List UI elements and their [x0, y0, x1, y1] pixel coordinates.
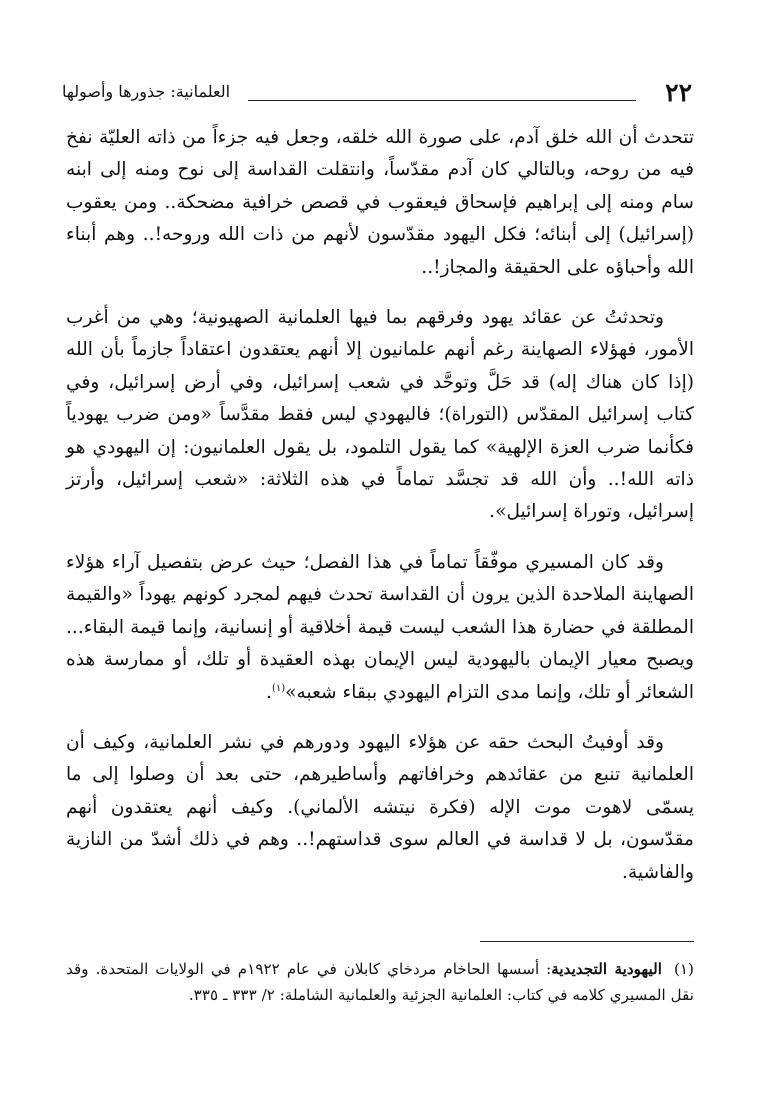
running-title: العلمانية: جذورها وأصولها	[62, 82, 231, 101]
paragraph-3: وقد كان المسيري موفّقاً تماماً في هذا الفصل؛ حيث عرض بتفصيل آراء هؤلاء الصهاينة الملاحدة الذين يرون أن القداسة تحدث فيهم لمجرد كونهم يهوداً «والقيمة المطلقة في حضارة هذا الشعب ليست قيمة أخلاقية أو إنسانية، وإنما قيمة البقاء... ويصبح معيار الإيمان باليهودية ليس الإيمان بهذه العقيدة أو تلك، أو ممارسة هذه الشعائر أو تلك، وإنما مدى التزام اليهودي ببقاء شعبه»$^{(١)}$.	[66, 551, 694, 703]
page-header	[62, 72, 692, 116]
paragraph-2: وتحدثتُ عن عقائد يهود وفرقهم بما فيها العلمانية الصهيونية؛ وهي من أغرب الأمور، فهؤلاء الصهاينة رغم أنهم علمانيون إلا أنهم يعتقدون اعتقاداً جازماً بأن الله (إذا كان هناك إله) قد حَلَّ وتوحَّد في شعب إسرائيل، وفي أرض إسرائيل، وفي كتاب إسرائيل المقدّس (التوراة)؛ فاليهودي ليس فقط مقدَّساً «ومن ضرب يهودياً فكأنما ضرب العزة الإلهية» كما يقول التلمود، بل يقول العلمانيون: إن اليهودي هو ذاته الله!.. وأن الله قد تجسَّد تماماً في هذه الثلاثة: «شعب إسرائيل، وأرتز إسرائيل، وتوراة إسرائيل».	[66, 307, 694, 523]
paragraph-4: وقد أوفيتُ البحث حقه عن هؤلاء اليهود ودورهم في نشر العلمانية، وكيف أن العلمانية تنبع من عقائدهم وخرافاتهم وأساطيرهم، حتى بعد أن وصلوا إلى ما يسمّى لاهوت موت الإله (فكرة نيتشه الألماني). وكيف أنهم يعتقدون أنهم مقدّسون، بل لا قداسة في العالم سوى قداستهم!.. وهم في ذلك أشدّ من النازية والفاشية.	[66, 731, 694, 883]
paragraph-1: تتحدث أن الله خلق آدم، على صورة الله خلقه، وجعل فيه جزءاً من ذاته العليّة نفخ فيه من روحه، وبالتالي كان آدم مقدّساً، وانتقلت القداسة إلى نوح ومنه إلى ابنه سام ومنه إلى إبراهيم فإسحاق فيعقوب في قصص خرافية مضحكة.. ومن يعقوب (إسرائيل) إلى أبنائه؛ فكل اليهود مقدّسون لأنهم من ذات الله وروحه!.. وهم أبناء الله وأحباؤه على الحقيقة والمجاز!..	[66, 127, 695, 278]
header-rule	[248, 100, 636, 101]
page-number: ٢٢	[665, 78, 692, 107]
footnote-reference: (١)	[271, 682, 286, 694]
footnote-number: (١)	[673, 960, 694, 978]
footnote	[66, 956, 694, 1008]
paragraph-3-text: وقد كان المسيري موفّقاً تماماً في هذا الفصل؛ حيث عرض بتفصيل آراء هؤلاء الصهاينة الملاحدة الذين يرون أن القداسة تحدث فيهم لمجرد كونهم يهوداً «والقيمة المطلقة في حضارة هذا الشعب ليست قيمة أخلاقية أو إنسانية، وإنما قيمة البقاء... ويصبح معيار الإيمان باليهودية ليس الإيمان بهذه العقيدة أو تلك، أو ممارسة هذه الشعائر أو تلك، وإنما مدى التزام اليهودي ببقاء شعبه»	[66, 551, 694, 703]
footnote-rule	[480, 941, 694, 942]
body-text	[66, 122, 694, 907]
footnote-text: : أسسها الحاخام مردخاي كابلان في عام ١٩٢٢م في الولايات المتحدة. وقد نقل المسيري كلامه في كتاب: العلمانية الجزئية والعلمانية الشاملة: ٢/ ٣٣٣ ـ ٣٣٥.	[66, 960, 694, 1004]
footnote-term: اليهودية التجديدية	[551, 960, 662, 978]
